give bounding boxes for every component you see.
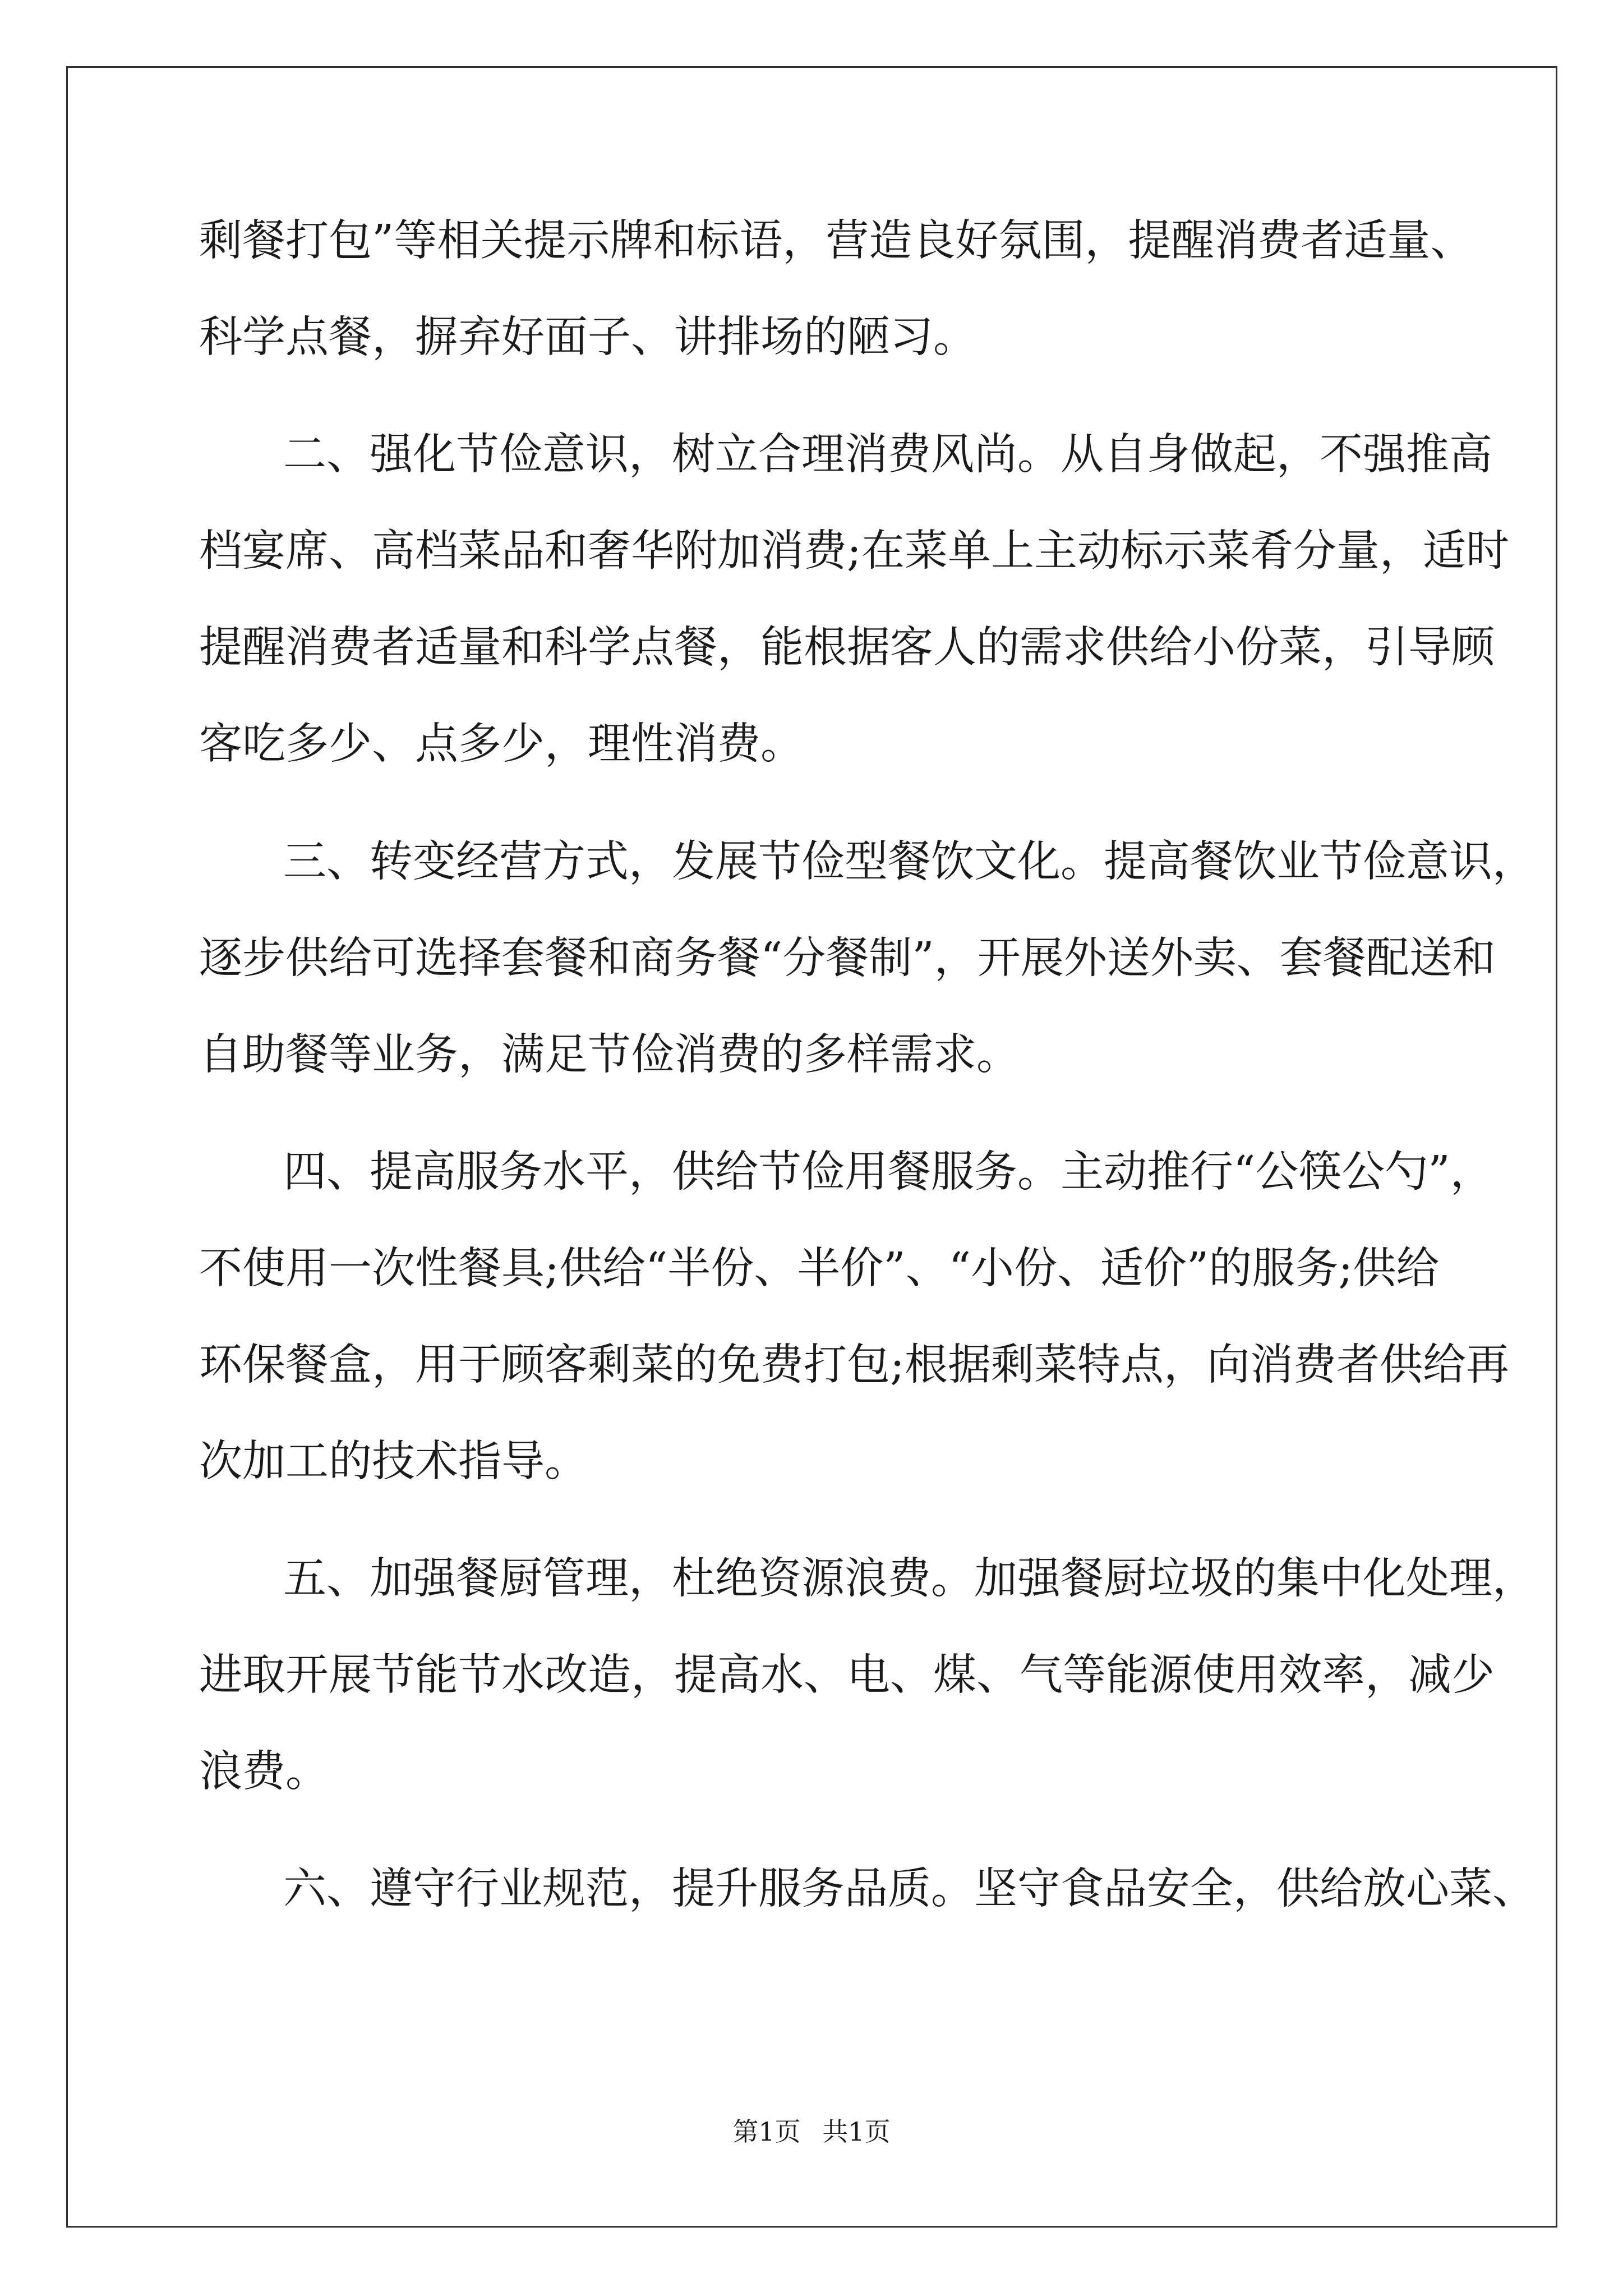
page-number-total: 共1页 — [822, 2116, 891, 2147]
page-number-current: 第1页 — [732, 2116, 801, 2147]
text-line: 档宴席、高档菜品和奢华附加消费;在菜单上主动标示菜肴分量，适时 — [199, 526, 1509, 576]
text-line: 自助餐等业务，满足节俭消费的多样需求。 — [199, 1030, 1020, 1080]
text-line: 客吃多少、点多少，理性消费。 — [199, 719, 804, 769]
text-line: 逐步供给可选择套餐和商务餐“分餐制”，开展外送外卖、套餐配送和 — [199, 933, 1496, 983]
text-line: 科学点餐，摒弃好面子、讲排场的陋习。 — [199, 312, 976, 362]
text-line: 不使用一次性餐具;供给“半份、半价”、“小份、适价”的服务;供给 — [199, 1244, 1440, 1294]
page-footer — [0, 2115, 1623, 2148]
text-line: 提醒消费者适量和科学点餐，能根据客人的需求供给小份菜，引导顾 — [199, 623, 1495, 673]
text-line: 进取开展节能节水改造，提高水、电、煤、气等能源使用效率，减少 — [199, 1650, 1495, 1700]
text-line: 环保餐盒，用于顾客剩菜的免费打包;根据剩菜特点，向消费者供给再 — [199, 1340, 1509, 1390]
text-line: 次加工的技术指导。 — [199, 1437, 588, 1487]
paragraph-heading-2: 二、强化节俭意识，树立合理消费风尚。从自身做起，不强推高 — [283, 430, 1492, 480]
paragraph-heading-3: 三、转变经营方式，发展节俭型餐饮文化。提高餐饮业节俭意识， — [283, 837, 1536, 887]
paragraph-heading-5: 五、加强餐厨管理，杜绝资源浪费。加强餐厨垃圾的集中化处理， — [283, 1554, 1536, 1604]
paragraph-heading-4: 四、提高服务水平，供给节俭用餐服务。主动推行“公筷公勺”， — [283, 1147, 1493, 1197]
text-line: 剩餐打包”等相关提示牌和标语，营造良好氛围，提醒消费者适量、 — [199, 216, 1474, 266]
paragraph-heading-6: 六、遵守行业规范，提升服务品质。坚守食品安全，供给放心菜、 — [283, 1864, 1536, 1914]
text-line: 浪费。 — [199, 1747, 329, 1797]
